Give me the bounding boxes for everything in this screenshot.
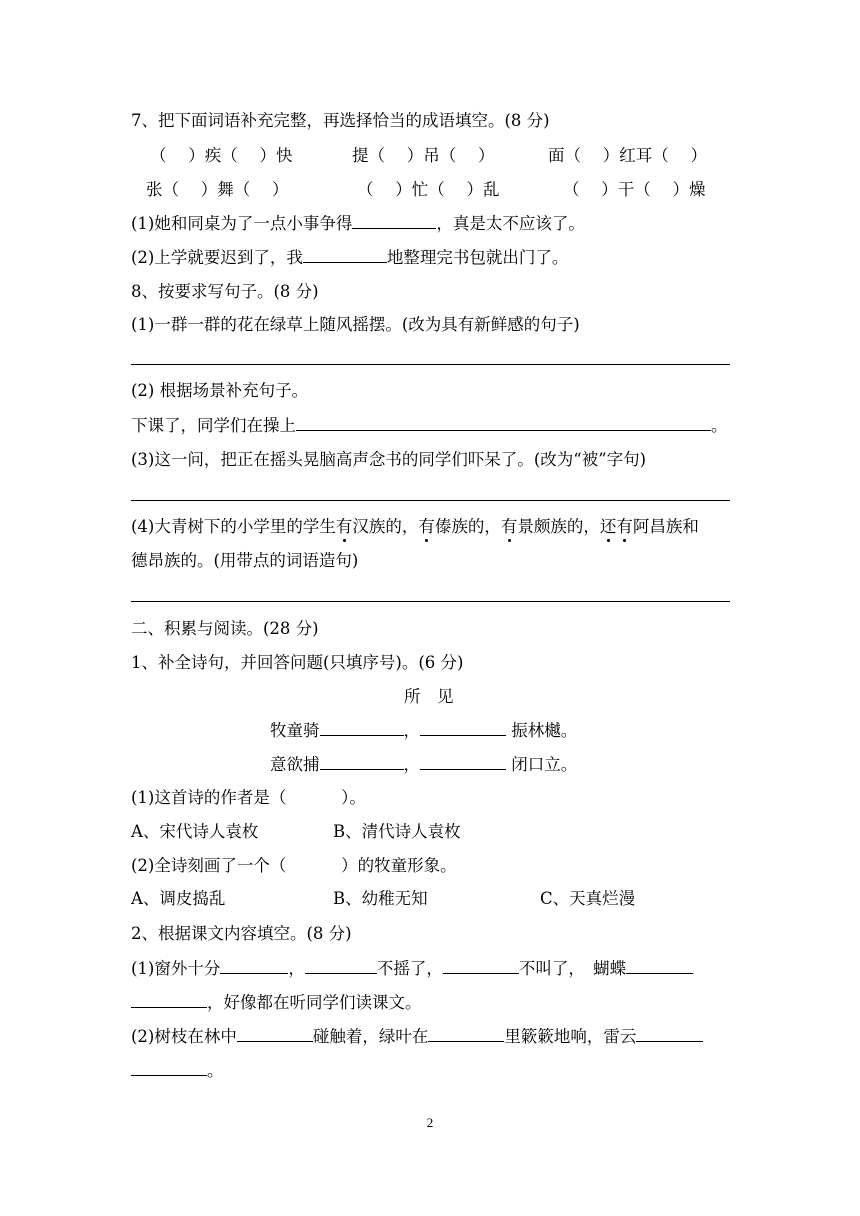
fill-2-cont: 。	[131, 1059, 224, 1082]
blank[interactable]	[443, 957, 519, 974]
blank[interactable]	[220, 957, 288, 974]
dotted-char: 还	[599, 517, 617, 536]
blank[interactable]	[428, 1025, 504, 1042]
dotted-char: 有	[418, 517, 435, 536]
idiom-1: （ ）疾（ ）快	[150, 146, 293, 165]
answer-line[interactable]	[131, 364, 730, 365]
option-c[interactable]: C、天真烂漫	[540, 889, 636, 908]
q8-sentence-1: (1)一群一群的花在绿草上随风摇摆。(改为具有新鲜感的句子)	[131, 315, 580, 334]
section2-title: 二、积累与阅读。(28 分)	[131, 619, 319, 638]
q8-sentence-4: (4)大青树下的小学里的学生有汉族的，有傣族的，有景颇族的，还有阿昌族和	[131, 517, 699, 536]
q7-sentence-2: (2)上学就要迟到了，我 地整理完书包就出门了。	[131, 248, 569, 267]
q7-sentence-1: (1)她和同桌为了一点小事争得 ，真是太不应该了。	[131, 214, 585, 233]
option-a[interactable]: A、宋代诗人袁枚	[131, 822, 259, 841]
blank[interactable]	[320, 719, 404, 736]
blank[interactable]	[303, 246, 387, 263]
q2-title: 2、根据课文内容填空。(8 分)	[131, 924, 352, 943]
option-a[interactable]: A、调皮捣乱	[131, 889, 226, 908]
poem-q1: (1)这首诗的作者是（ ）。	[131, 788, 366, 807]
fill-2: (2)树枝在林中 碰触着，绿叶在 里簌簌地响，雷云	[131, 1025, 703, 1048]
fill-1-cont: ，好像都在听同学们读课文。	[131, 991, 422, 1014]
blank[interactable]	[320, 753, 404, 770]
dotted-char: 有	[616, 517, 633, 536]
idiom-4: 张（ ）舞（ ）	[146, 180, 289, 199]
blank[interactable]	[420, 719, 506, 736]
q8-sentence-3: (3)这一问，把正在摇头晃脑高声念书的同学们吓呆了。(改为“被”字句)	[131, 450, 647, 469]
idiom-3: 面（ ）红耳（ ）	[548, 146, 707, 165]
blank[interactable]	[636, 1025, 703, 1042]
poem-line-2: 意欲捕 ， 闭口立。	[270, 755, 578, 774]
blank[interactable]	[305, 957, 377, 974]
answer-line[interactable]	[131, 500, 730, 501]
poem-q2: (2)全诗刻画了一个（ ）的牧童形象。	[131, 856, 457, 875]
answer-line[interactable]	[131, 601, 730, 602]
option-b[interactable]: B、清代诗人袁枚	[333, 822, 461, 841]
idiom-2: 提（ ）吊（ ）	[352, 146, 495, 165]
q8-sentence-2: (2) 根据场景补充句子。	[131, 381, 309, 400]
blank[interactable]	[420, 753, 506, 770]
q8-scene-line: 下课了，同学们在操上 。	[131, 416, 728, 435]
page-number: 2	[426, 1115, 434, 1130]
blank[interactable]	[237, 1025, 313, 1042]
dotted-char: 有	[335, 517, 353, 536]
idiom-6: （ ）干（ ）燥	[563, 180, 706, 199]
poem-title: 所 见	[404, 687, 454, 706]
blank[interactable]	[296, 414, 711, 431]
q7-title: 7、把下面词语补充完整，再选择恰当的成语填空。(8 分)	[131, 111, 550, 130]
dotted-char: 有	[500, 517, 518, 536]
blank[interactable]	[131, 1059, 207, 1076]
blank[interactable]	[131, 991, 207, 1008]
fill-1: (1)窗外十分 ， 不摇了， 不叫了， 蝴蝶	[131, 957, 693, 980]
blank[interactable]	[352, 212, 436, 229]
blank[interactable]	[626, 957, 693, 974]
q8-title: 8、按要求写句子。(8 分)	[131, 282, 319, 301]
option-b[interactable]: B、幼稚无知	[333, 889, 428, 908]
idiom-5: （ ）忙（ ）乱	[357, 180, 500, 199]
q8-sentence-4-cont: 德昂族的。(用带点的词语造句)	[131, 551, 359, 570]
q1-title: 1、补全诗句，并回答问题(只填序号)。(6 分)	[131, 653, 464, 672]
poem-line-1: 牧童骑 ， 振林樾。	[270, 721, 578, 740]
